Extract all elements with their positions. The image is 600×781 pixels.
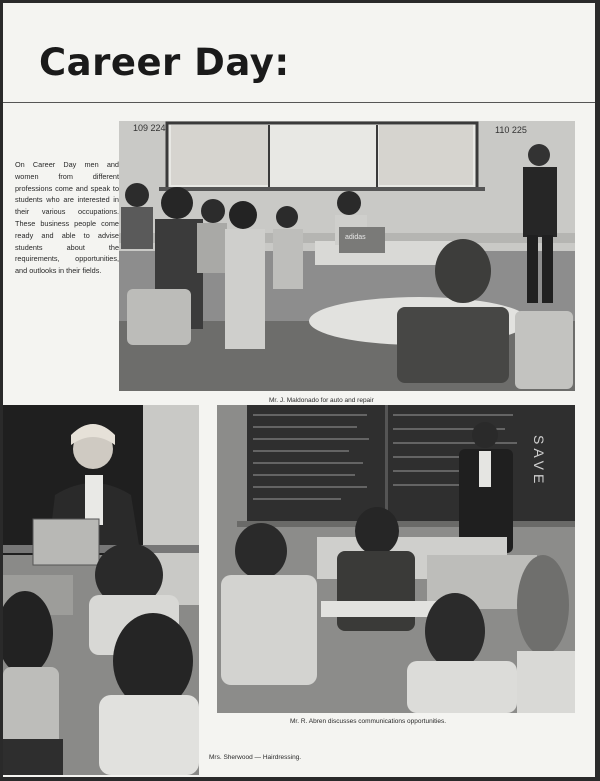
photo-communications: [217, 405, 575, 713]
caption-auto-repair: Mr. J. Maldonado for auto and repair: [269, 397, 374, 404]
board-word: SAVE: [531, 435, 547, 488]
body-text: On Career Day men and women from different professions come and speak to students who are interested in their various occupations. These business people come ready and able to advise students about the requirements, opportunities, and outlooks in their fields.: [15, 160, 119, 276]
yearbook-page: [3, 3, 595, 777]
caption-hairdressing: Mrs. Sherwood — Hairdressing.: [209, 754, 302, 761]
photo-hairdressing: [3, 405, 199, 775]
header-rule: [3, 102, 595, 103]
caption-communications: Mr. R. Abren discusses communications opportunities.: [290, 718, 447, 725]
page-title: Career Day:: [39, 41, 290, 84]
room-number-left: 109 224: [133, 123, 166, 133]
room-number-right: 110 225: [495, 125, 527, 135]
bag-label: adidas: [345, 234, 366, 241]
photo-auto-repair: [119, 121, 575, 391]
